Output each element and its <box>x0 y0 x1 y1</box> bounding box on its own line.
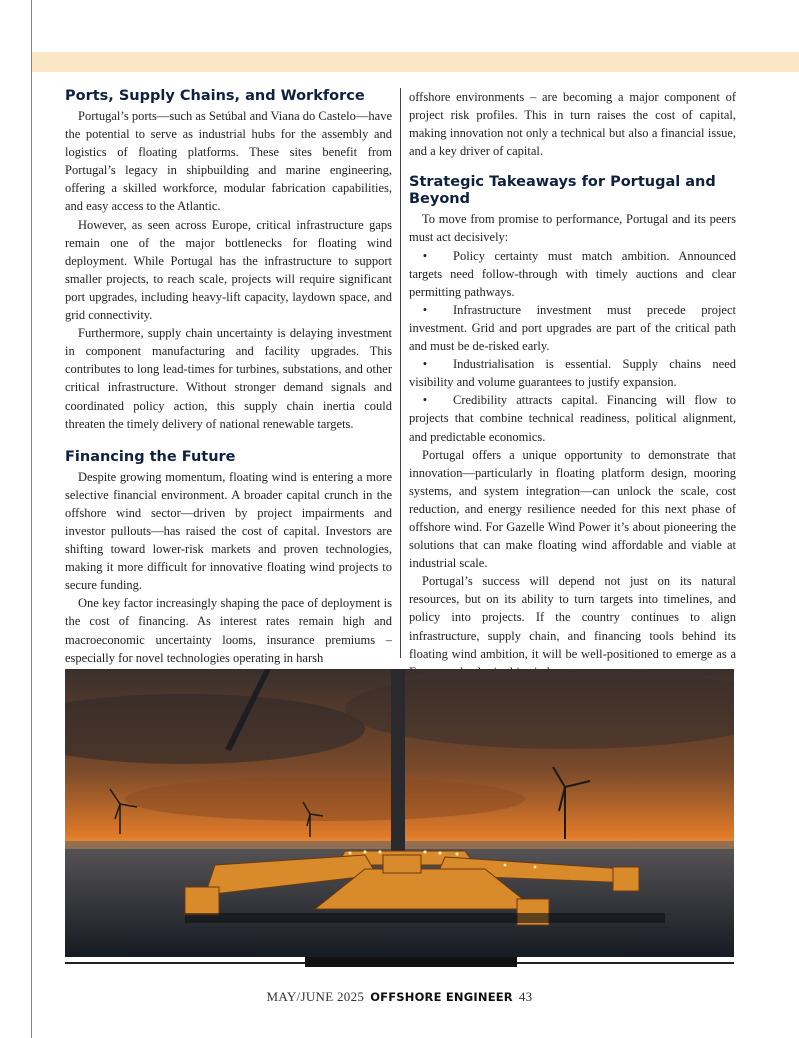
page-left-rule <box>31 0 32 1038</box>
paragraph-cost-of-financing: One key factor increasingly shaping the pace of deployment is the cost of financing. As interest rates remain high and macroeconomic uncertainty looms, insurance premiums – especially for novel technologies operating in harsh <box>65 596 392 665</box>
bullet-industrialisation: • Industrialisation is essential. Supply chains need visibility and volume guarantees to justify expansion. <box>409 357 736 390</box>
footer-publication: OFFSHORE ENGINEER <box>370 990 513 1004</box>
paragraph-success: Portugal’s success will depend not just on its natural resources, but on its ability to turn targets into timelines, and policy into projects. If the country continues to align infrastructure, supply chain, and financing tools behind its floating wind ambition, it will be well-positioned to emerge as a <box>409 574 736 661</box>
platform-illustration <box>65 669 734 957</box>
header-band <box>32 52 799 72</box>
footer-page-number: 43 <box>518 989 533 1004</box>
paragraph-opportunity: Portugal offers a unique opportunity to demonstrate that innovation—particularly in floating platform design, mooring systems, and system integration—can unlock the scale, cost reduction, and energy resilience needed for this next phase of offshore wind. For Gazelle Wind Power it’s about pioneering the solutions that can make floating wind affordable and viable at industrial scale. <box>409 447 736 571</box>
heading-ports-supply-chains: Ports, Supply Chains, and Workforce <box>65 88 365 104</box>
left-column <box>65 88 392 667</box>
bullet-credibility: • Credibility attracts capital. Financing will flow to projects that combine technical readiness, political alignment, and predictable economics. <box>409 393 736 444</box>
bullet-policy: • Policy certainty must match ambition. Announced targets need follow-through with timely auctions and clear permitting pathways. <box>409 248 736 299</box>
column-divider <box>400 88 401 658</box>
paragraph-continued: offshore environments – are becoming a major component of project risk profiles. This in turn raises the cost of capital, making innovation not only a technical but also a financial issue, and a key driver of capital. <box>409 90 736 159</box>
paragraph-ports: Portugal’s ports—such as Setúbal and Viana do Castelo—have the potential to serve as industrial hubs for the assembly and logistics of floating platforms. These sites benefit from Portugal’s legacy in shipbuilding and marine engineering, offering a skilled workforce, modular fabrication capabilities, and easy access to the Atlantic. <box>65 109 392 214</box>
page-footer <box>0 989 799 1005</box>
paragraph-intro: To move from promise to performance, Portugal and its peers must act decisively: <box>409 212 736 245</box>
right-column <box>409 88 736 681</box>
paragraph-financing: Despite growing momentum, floating wind is entering a more selective financial environment. A broader capital crunch in the offshore wind sector—driven by project impairments and investor pullouts—has raised the cost of capital. Investors are shifting toward lower-risk markets and proven technologies, making it more difficult for innovative floating wind projects to secure funding. <box>65 469 392 593</box>
heading-strategic-takeaways: Strategic Takeaways for Portugal and Beyond <box>409 174 716 208</box>
paragraph-infrastructure-gaps: However, as seen across Europe, critical infrastructure gaps remain one of the major bottlenecks for floating wind deployment. While Portugal has the infrastructure to support smaller projects, to reach scale, projects will require significant port upgrades, including heavy-lift capacity, laydown space, and grid connectivity. <box>65 217 392 323</box>
bullet-infrastructure: • Infrastructure investment must precede project investment. Grid and port upgrades are part of the critical path and must be de-risked early. <box>409 302 736 354</box>
floating-wind-platform-photo <box>65 669 734 957</box>
paragraph-supply-chain: Furthermore, supply chain uncertainty is delaying investment in component manufacturing and facility upgrades. This contributes to long lead-times for turbines, substations, and other critical infrastructure. Without stronger demand signals and coordinated policy action, this supply chain inertia could threaten the timely delivery of national renewable targets. <box>65 326 392 431</box>
footer-accent-bar <box>305 957 517 967</box>
footer-issue-date: MAY/JUNE 2025 <box>266 989 365 1004</box>
turbine-tower <box>391 669 405 854</box>
water-shadow <box>185 913 665 923</box>
heading-financing: Financing the Future <box>65 448 236 465</box>
cloud <box>125 777 525 821</box>
